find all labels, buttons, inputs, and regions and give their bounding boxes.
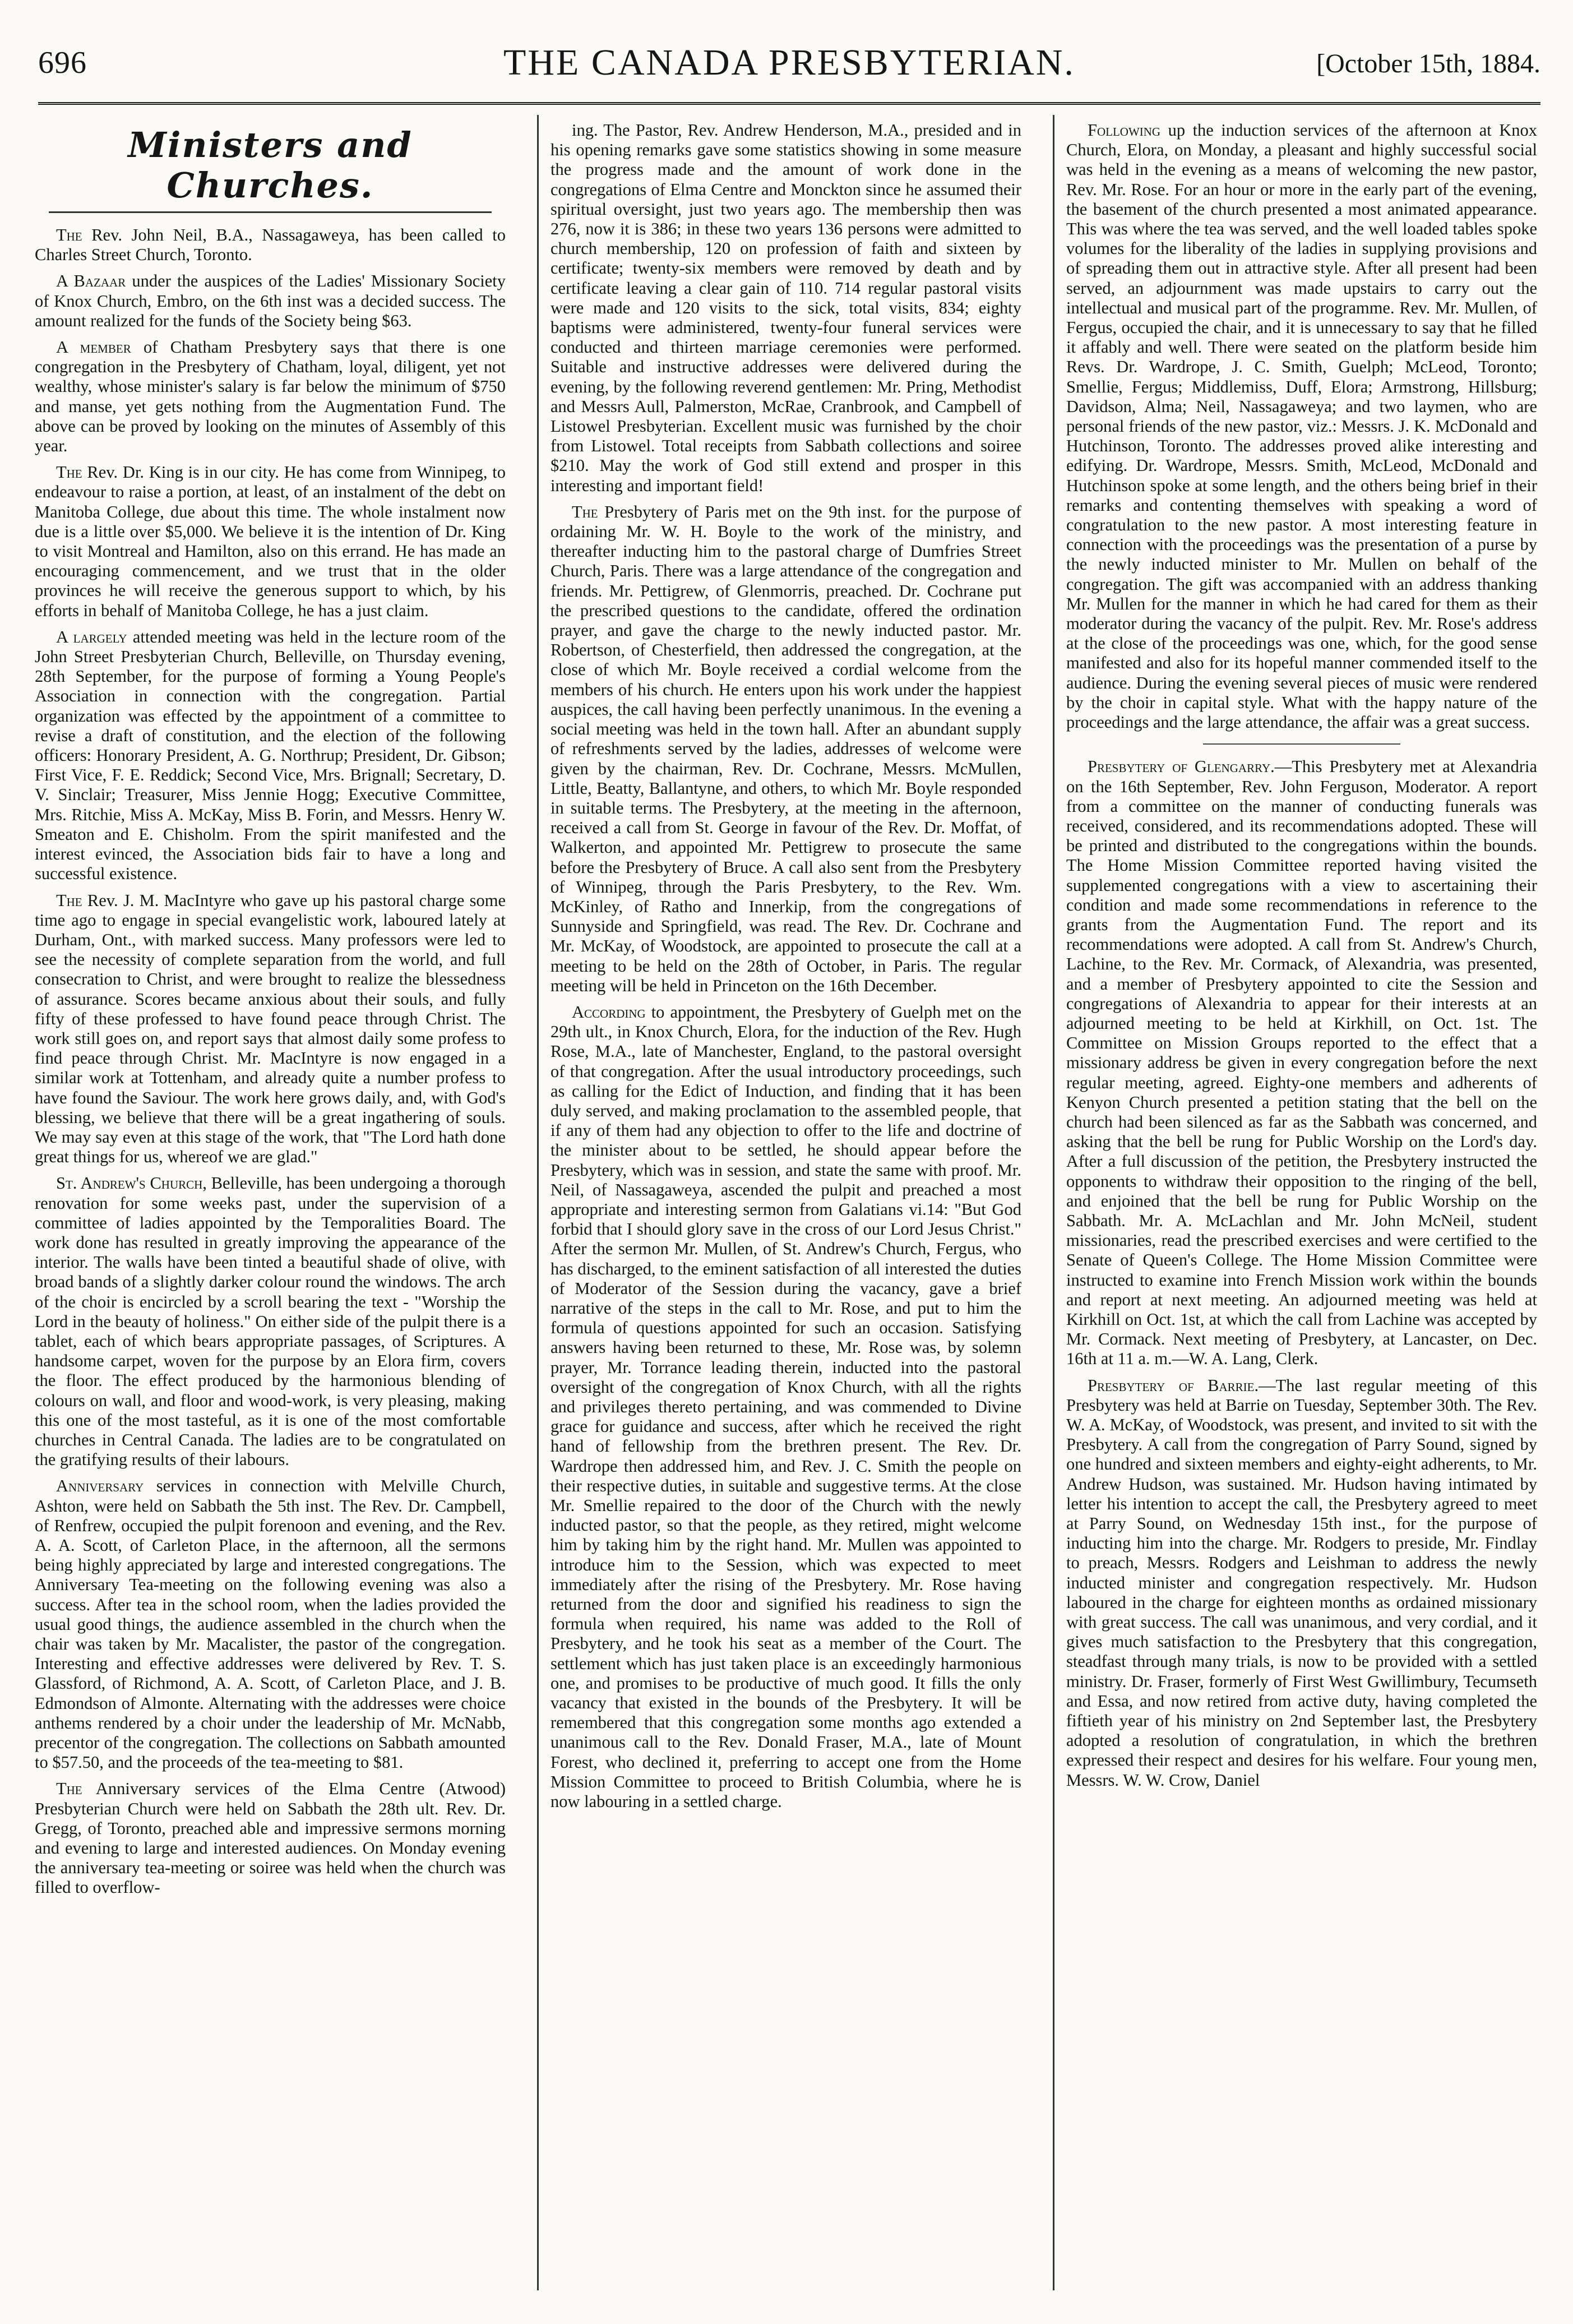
paragraph-lead-words: Presbytery of Glengarry. bbox=[1088, 757, 1275, 777]
paragraph-body: up the induction services of the afternoon at Knox Church, Elora, on Monday, a pleasant and highly successful social was held in the evening as a means of welcoming the new pastor, Rev. Mr. Rose. For an hour or more in the early part of the evening, the basement of the church presented a most animated appearance. This was where the tea was served, and the well loaded tables spoke volumes for the liberality of the ladies in supplying provisions and of spreading them out in attractive style. After all present had been served, an adjournment was made upstairs to carry out the intellectual and musical part of the programme. Rev. Mr. Mullen, of Fergus, occupied the chair, and it is unnecessary to say that he filled it affably and well. There were seated on the platform beside him Revs. Dr. Wardrope, J. C. Smith, Guelph; McLeod, Toronto; Smellie, Fergus; Middlemiss, Duff, Elora; Armstrong, Hillsburg; Davidson, Alma; Neil, Nassagaweya; and two laymen, who are personal friends of the new pastor, viz.: Messrs. J. K. McDonald and Hutchinson, Toronto. The addresses proved alike interesting and edifying. Dr. Wardrope, Messrs. Smith, McLeod, McDonald and Hutchinson spoke at some length, and the others being brief in their remarks and contenting themselves with speaking a word of congratulation to the new pastor. A most interesting feature in connection with the proceedings was the presentation of a purse by the newly inducted minister to Mr. Mullen on behalf of the congregation. The gift was accompanied with an address thanking Mr. Mullen for the manner in which he had cared for them as their moderator during the vacancy of the pulpit. Rev. Mr. Rose's address at the close of the proceedings was one, which, for the good sense manifested and also for its hopeful manner commended itself to the audience. During the evening several pieces of music were rendered by the choir in capital style. What with the happy nature of the proceedings and the large attendance, the affair was a great success. bbox=[1066, 121, 1537, 732]
paragraph-lead-words: St. Andrew's Church, bbox=[56, 1173, 207, 1193]
paragraph-body: Anniversary services of the Elma Centre (Atwood) Presbyterian Church were held on Sabbath the 28th ult. Rev. Dr. Gregg, of Toronto, preached able and impressive sermons morning and evening to large and interested audiences. On Monday evening the anniversary tea-meeting or soiree was held when the church was filled to overflow- bbox=[35, 1779, 506, 1897]
section-heading: Ministers and Churches. bbox=[35, 125, 506, 213]
paragraph-body: Belleville, has been undergoing a thorough renovation for some weeks past, under the supervision of a committee of ladies appointed by the Temporalities Board. The work done has resulted in greatly improving the appearance of the interior. The walls have been tinted a beautiful shade of olive, with broad bands of a slightly darker colour round the windows. The arch of the choir is encircled by a scroll bearing the text - "Worship the Lord in the beauty of holiness." On either side of the pulpit there is a tablet, each of which bears appropriate passages, of Scriptures. A handsome carpet, woven for the purpose by an Elora firm, covers the floor. The effect produced by the harmonious blending of colours on wall, and floor and wood-work, is very pleasing, making this one of the most tasteful, as it is one of the most comfortable churches in Central Canada. The ladies are to be congratulated on the gratifying results of their labours. bbox=[35, 1173, 506, 1470]
paragraph-body: ing. The Pastor, Rev. Andrew Henderson, M.A., presided and in his opening remarks gave some statistics showing in some measure the progress made and the amount of work done in the congregations of Elma Centre and Monckton since he assumed their spiritual oversight, just two years ago. The membership then was 276, now it is 386; in these two years 136 persons were admitted to church membership, 120 on profession of faith and sixteen by certificate; twenty-six members were removed by death and by certificate leaving a clear gain of 110. 714 regular pastoral visits were made and 120 visits to the sick, total visits, 834; eighty baptisms were administered, twenty-four funeral services were conducted and thirteen marriage ceremonies were performed. Suitable and instructive addresses were delivered during the evening, by the following reverend gentlemen: Mr. Pring, Methodist and Messrs Aull, Palmerston, McRae, Cranbrook, and Campbell of Listowel Presbyterian. Excellent music was furnished by the choir from Listowel. Total receipts from Sabbath collections and soiree $210. May the work of God still extend and prosper in this interesting and important field! bbox=[550, 121, 1021, 495]
article-paragraph bbox=[550, 121, 1021, 496]
column-rule bbox=[537, 115, 539, 2290]
article-paragraph bbox=[35, 627, 506, 884]
page-header bbox=[38, 35, 1540, 105]
paragraph-lead-words: Presbytery of Barrie. bbox=[1088, 1375, 1259, 1395]
paragraph-body: Rev. Dr. King is in our city. He has come from Winnipeg, to endeavour to raise a portion, at least, of an instalment of the debt on Manitoba College, due about this time. The whole instalment now due is a little over $5,000. We believe it is the intention of Dr. King to visit Montreal and Hamilton, also on this errand. He has made an encouraging commencement, and we trust that in the older provinces he will receive the generous support to which, by his efforts in behalf of Manitoba College, he has a just claim. bbox=[35, 463, 506, 620]
issue-date: [October 15th, 1884. bbox=[1316, 49, 1540, 78]
article-paragraph bbox=[1066, 121, 1537, 732]
paragraph-lead-words: Anniversary bbox=[56, 1476, 144, 1496]
paragraph-lead-words: A largely bbox=[56, 627, 127, 646]
paragraph-lead-words: According bbox=[572, 1002, 646, 1022]
paragraph-body: of Chatham Presbytery says that there is one congregation in the Presbytery of Chatham, loyal, diligent, yet not wealthy, whose minister's salary is far below the minimum of $750 and manse, yet gets nothing from the Augmentation Fund. The above can be proved by looking on the minutes of Assembly of this year. bbox=[35, 338, 506, 456]
paragraph-lead-words: A member bbox=[56, 338, 131, 357]
journal-title: THE CANADA PRESBYTERIAN. bbox=[503, 42, 1075, 83]
paragraph-body: attended meeting was held in the lecture room of the John Street Presbyterian Church, Belleville, on Thursday evening, 28th September, for the purpose of forming a Young People's Association in connection with the congregation. Partial organization was effected by the appointment of a committee to revise a draft of constitution, and the election of the following officers: Honorary President, A. G. Northrup; President, Dr. Gibson; First Vice, F. E. Reddick; Second Vice, Mrs. Brignall; Secretary, D. V. Sinclair; Treasurer, Miss Jennie Hogg; Executive Committee, Mrs. Ritchie, Miss A. McKay, Miss B. Forin, and Messrs. Henry W. Smeaton and E. Chisholm. From the spirit manifested and the interest evinced, the Association bids fair to have a long and successful existence. bbox=[35, 627, 506, 884]
paragraph-lead-words: The bbox=[56, 890, 82, 910]
article-divider bbox=[1203, 743, 1401, 745]
article-paragraph bbox=[35, 271, 506, 331]
column-2 bbox=[550, 121, 1021, 2296]
column-1 bbox=[35, 121, 506, 2296]
paragraph-lead-words: The bbox=[56, 1779, 82, 1799]
paragraph-lead-words: The bbox=[56, 225, 82, 244]
column-3 bbox=[1066, 121, 1537, 2296]
paragraph-lead-words: A Bazaar bbox=[56, 271, 126, 291]
article-paragraph bbox=[550, 1002, 1021, 1812]
paragraph-body: to appointment, the Presbytery of Guelph met on the 29th ult., in Knox Church, Elora, for the induction of the Rev. Hugh Rose, M.A., late of Manchester, England, to the pastoral oversight of that congregation. After the usual introductory proceedings, such as calling for the Edict of Induction, and finding that it has been duly served, and making proclamation to the assembled people, that if any of them had any objection to offer to the life and doctrine of the minister about to be settled, he should appear before the Presbytery, which was in session, and state the same with proof. Mr. Neil, of Nassagaweya, ascended the pulpit and preached a most appropriate and interesting sermon from Galatians vi.14: "But God forbid that I should glory save in the cross of our Lord Jesus Christ." After the sermon Mr. Mullen, of St. Andrew's Church, Fergus, who has discharged, to the eminent satisfaction of all interested the duties of Moderator of the Session during the vacancy, gave a brief narrative of the steps in the call to Mr. Rose, and put to him the formula of questions appointed for such an occasion. Satisfying answers having been returned to these, Mr. Rose was, by solemn prayer, Mr. Torrance leading therein, inducted into the pastoral oversight of the congregation of Knox Church, with all the rights and privileges thereto pertaining, and was commended to Divine grace for guidance and success, after which he received the right hand of fellowship from the brethren present. The Rev. Dr. Wardrope then addressed him, and Rev. J. C. Smith the people on their respective duties, in suitable and suggestive terms. At the close Mr. Smellie repaired to the door of the Church with the newly inducted pastor, so that the people, as they retired, might welcome him by taking him by the right hand. Mr. Mullen was appointed to introduce him to the Session, which was expected to meet immediately after the rising of the Presbytery. Mr. Rose having returned from the door and signified his readiness to sign the formula when required, his name was added to the Roll of Presbytery, and he took his seat as a member of the Court. The settlement which has just taken place is an exceedingly harmonious one, and promises to be productive of much good. It fills the only vacancy that existed in the bounds of the Presbytery. It will be remembered that this congregation some months ago extended a unanimous call to the Rev. Donald Fraser, M.A., late of Mount Forest, who declined it, preferring to accept one from the Home Mission Committee to proceed to British Columbia, where he is now labouring in a settled charge. bbox=[550, 1002, 1021, 1812]
article-paragraph bbox=[1066, 757, 1537, 1369]
paragraph-lead-words: Following bbox=[1088, 121, 1161, 140]
column-rule bbox=[1053, 115, 1054, 2290]
article-paragraph bbox=[35, 225, 506, 265]
paragraph-body: Presbytery of Paris met on the 9th inst. for the purpose of ordaining Mr. W. H. Boyle to the work of the ministry, and thereafter inducting him to the pastoral charge of Dumfries Street Church, Paris. There was a large attendance of the congregation and friends. Mr. Pettigrew, of Glenmorris, preached. Dr. Cochrane put the prescribed questions to the candidate, offered the ordination prayer, and gave the charge to the newly inducted pastor. Mr. Robertson, of Chesterfield, then addressed the congregation, at the close of which Mr. Boyle received a cordial welcome from the members of his church. He enters upon his work under the happiest auspices, the call having been perfectly unanimous. In the evening a social meeting was held in the town hall. After an abundant supply of refreshments served by the ladies, addresses of welcome were given by the chairman, Rev. Dr. Cochrane, Messrs. McMullen, Little, Beatty, Ballantyne, and others, to which Mr. Boyle responded in suitable terms. The Presbytery, at the meeting in the afternoon, received a call from St. George in favour of the Rev. Dr. Moffat, of Walkerton, and appointed Mr. Pettigrew to prosecute the same before the Presbytery of Bruce. A call also sent from the Presbytery of Winnipeg, through the Paris Presbytery, to the Rev. Wm. McKinley, of Ratho and Innerkip, from the congregations of Sunnyside and Springfield, was read. The Rev. Dr. Cochrane and Mr. McKay, of Woodstock, are appointed to prosecute the call at a meeting to be held on the 28th of October, in Paris. The regular meeting will be held in Princeton on the 16th December. bbox=[550, 502, 1021, 995]
article-paragraph bbox=[35, 338, 506, 456]
paragraph-lead-words: The bbox=[572, 502, 598, 521]
article-paragraph bbox=[35, 891, 506, 1167]
paragraph-body: Rev. J. M. MacIntyre who gave up his pastoral charge some time ago to engage in special evangelistic work, laboured lately at Durham, Ont., with marked success. Many professors were led to see the necessity of complete separation from the world, and full consecration to Christ, and were brought to realize the blessedness of assurance. Scores became anxious about their souls, and fully fifty of these professed to have found peace through Christ. The work still goes on, and report says that almost daily some profess to find peace through Christ. Mr. MacIntyre is now engaged in a similar work at Tottenham, and already quite a number profess to have found the Saviour. The work here grows daily, and, with God's blessing, we believe that there will be a great ingathering of souls. We may say even at this stage of the work, that "The Lord hath done great things for us, whereof we are glad." bbox=[35, 890, 506, 1167]
article-paragraph bbox=[550, 502, 1021, 996]
article-paragraph bbox=[35, 1173, 506, 1470]
article-paragraph bbox=[1066, 1376, 1537, 1790]
article-paragraph bbox=[35, 1779, 506, 1897]
paragraph-body: services in connection with Melville Church, Ashton, were held on Sabbath the 5th inst. The Rev. Dr. Campbell, of Renfrew, occupied the pulpit forenoon and evening, and the Rev. A. A. Scott, of Carleton Place, in the afternoon, all the sermons being highly appreciated by large and interested congregations. The Anniversary Tea-meeting on the following evening was also a success. After tea in the school room, when the ladies provided the usual good things, the audience assembled in the church when the chair was taken by Mr. Macalister, the pastor of the congregation. Interesting and effective addresses were delivered by Rev. T. S. Glassford, of Richmond, A. A. Scott, of Carleton Place, and J. B. Edmondson of Almonte. Alternating with the addresses were choice anthems rendered by a choir under the leadership of Mr. McNabb, precentor of the congregation. The collections on Sabbath amounted to $57.50, and the proceeds of the tea-meeting to $81. bbox=[35, 1476, 506, 1772]
page-number: 696 bbox=[38, 45, 87, 80]
paragraph-lead-words: The bbox=[56, 463, 82, 482]
paragraph-body: under the auspices of the Ladies' Missionary Society of Knox Church, Embro, on the 6th inst was a decided success. The amount realized for the funds of the Society being $63. bbox=[35, 271, 506, 330]
paragraph-body: —This Presbytery met at Alexandria on the 16th September, Rev. John Ferguson, Moderator. A report from a committee on the manner of conducting funerals was received, considered, and its recommendations adopted. These will be printed and distributed to the congregations within the bounds. The Home Mission Committee reported having visited the supplemented congregations with a view to ascertaining their condition and made some recommendations in reference to the grants from the Augmentation Fund. The report and its recommendations were adopted. A call from St. Andrew's Church, Lachine, to the Rev. Mr. Cormack, of Alexandria, was presented, and a member of Presbytery appointed to cite the Session and congregations of Alexandria to appear for their interests at an adjourned meeting to be held at Kirkhill, on Oct. 1st. The Committee on Mission Groups reported to the effect that a missionary address be given in every congregation before the next regular meeting, agreed. Eighty-one members and adherents of Kenyon Church presented a petition stating that the bell on the church had been silenced as far as the Sabbath was concerned, and asking that the bell be rung for Public Worship on the Lord's day. After a full discussion of the petition, the Presbytery instructed the opponents to withdraw their opposition to the ringing of the bell, and enjoined that the bell be rung for Public Worship on the Sabbath. Mr. A. McLachlan and Mr. John McNeil, student missionaries, read the prescribed exercises and were certified to the Senate of Queen's College. The Home Mission Committee were instructed to examine into French Mission work within the bounds and report at next meeting. An adjourned meeting was held at Kirkhill on Oct. 1st, at which the call from Lachine was accepted by Mr. Cormack. Next meeting of Presbytery, at Lancaster, on Dec. 16th at 11 a. m.—W. A. Lang, Clerk. bbox=[1066, 757, 1537, 1369]
paragraph-body: Rev. John Neil, B.A., Nassagaweya, has been called to Charles Street Church, Toronto. bbox=[35, 225, 506, 265]
article-paragraph bbox=[35, 1476, 506, 1772]
article-paragraph bbox=[35, 463, 506, 621]
paragraph-body: —The last regular meeting of this Presbytery was held at Barrie on Tuesday, September 30th. The Rev. W. A. McKay, of Woodstock, was present, and invited to sit with the Presbytery. A call from the congregation of Parry Sound, signed by one hundred and sixteen members and eighty-eight adherents, to Mr. Andrew Hudson, was sustained. Mr. Hudson having intimated by letter his intention to accept the call, the Presbytery agreed to meet at Parry Sound, on Wednesday 15th inst., for the purpose of inducting him into the charge. Mr. Rodgers to preside, Mr. Findlay to preach, Messrs. Rodgers and Leishman to address the newly inducted minister and congregation respectively. Mr. Hudson laboured in the charge for eighteen months as ordained missionary with great success. The call was unanimous, and very cordial, and it gives much satisfaction to the Presbytery that this congregation, steadfast through many trials, is now to be provided with a settled ministry. Dr. Fraser, formerly of First West Gwillimbury, Tecumseth and Essa, and now retired from active duty, having completed the fiftieth year of his ministry on 2nd September last, the Presbytery adopted a resolution of congratulation, in which the brethren expressed their respect and desires for his welfare. Four young men, Messrs. W. W. Crow, Daniel bbox=[1066, 1375, 1537, 1790]
